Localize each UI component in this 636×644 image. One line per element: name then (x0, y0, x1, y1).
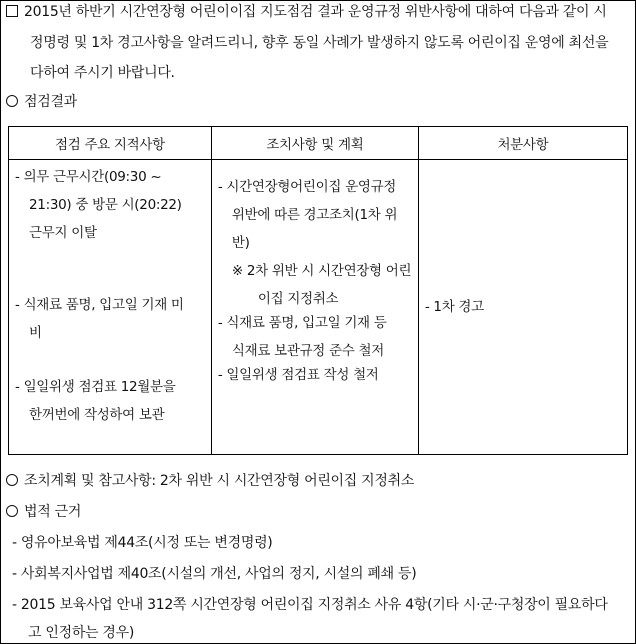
results-heading (6, 93, 630, 111)
table-row (9, 160, 628, 455)
action-line: 이집 지정취소 (257, 291, 339, 307)
action-line: - 식재료 품명, 입고일 기재 등 (217, 315, 387, 331)
followup-text: 조치계획 및 참고사항: 2차 위반 시 시간연장형 어린이집 지정취소 (24, 473, 415, 489)
legal-item: - 2015 보육사업 안내 312쪽 시간연장형 어린이집 지정취소 사유 4항(기타 시·군·구청장이 필요하다 (12, 597, 608, 613)
legal-item: - 영유아보육법 제44조(시정 또는 변경명령) (12, 535, 273, 551)
disposition-line: - 1차 경고 (424, 299, 484, 315)
circle-bullet-icon (6, 95, 18, 107)
legal-item: 고 인정하는 경우) (28, 625, 135, 641)
action-line: 식재료 보관규정 준수 철저 (231, 343, 384, 359)
followup-line (6, 472, 630, 490)
finding-line: - 식재료 품명, 입고일 기재 미 (15, 297, 184, 313)
checkbox-square-icon (6, 5, 18, 17)
actions-cell (211, 160, 418, 455)
disposition-cell (418, 160, 627, 455)
finding-line: 비 (29, 325, 42, 341)
notice-line-2: 정명령 및 1차 경고사항을 알려드리니, 향후 동일 사례가 발생하지 않도록 어린이집 운영에 최선을 (30, 35, 609, 51)
header-findings: 점검 주요 지적사항 (9, 127, 212, 160)
table-header-row (9, 127, 628, 160)
action-line: 반) (231, 235, 250, 251)
circle-bullet-icon (6, 505, 18, 517)
circle-bullet-icon (6, 474, 18, 486)
action-line: - 시간연장형어린이집 운영규정 (217, 179, 397, 195)
legal-heading (6, 503, 630, 521)
finding-line: 한꺼번에 작성하여 보관 (29, 407, 165, 423)
notice-text-1: 2015년 하반기 시간연장형 어린이이집 지도점검 결과 운영규정 위반사항에 대하여 다음과 같이 시 (24, 4, 607, 20)
action-line: ※ 2차 위반 시 시간연장형 어린 (231, 263, 412, 279)
notice-line-3: 다하여 주시기 바랍니다. (30, 65, 175, 81)
findings-cell (9, 160, 212, 455)
finding-line: 근무지 이탈 (29, 225, 97, 241)
results-heading-text: 점검결과 (24, 94, 77, 110)
notice-line-1 (6, 3, 630, 21)
action-line: - 일일위생 점검표 작성 철저 (217, 367, 379, 383)
header-disposition: 처분사항 (418, 127, 627, 160)
finding-line: - 일일위생 점검표 12월분을 (15, 379, 176, 395)
finding-line: - 의무 근무시간(09:30 ~ (15, 169, 162, 185)
legal-item: - 사회복지사업법 제40조(시설의 개선, 사업의 정지, 시설의 폐쇄 등) (12, 566, 417, 582)
action-line: 위반에 따른 경고조치(1차 위 (231, 207, 398, 223)
results-table (8, 126, 628, 455)
header-actions: 조치사항 및 계획 (211, 127, 418, 160)
legal-heading-text: 법적 근거 (24, 504, 82, 520)
finding-line: 21:30) 중 방문 시(20:22) (29, 197, 182, 213)
